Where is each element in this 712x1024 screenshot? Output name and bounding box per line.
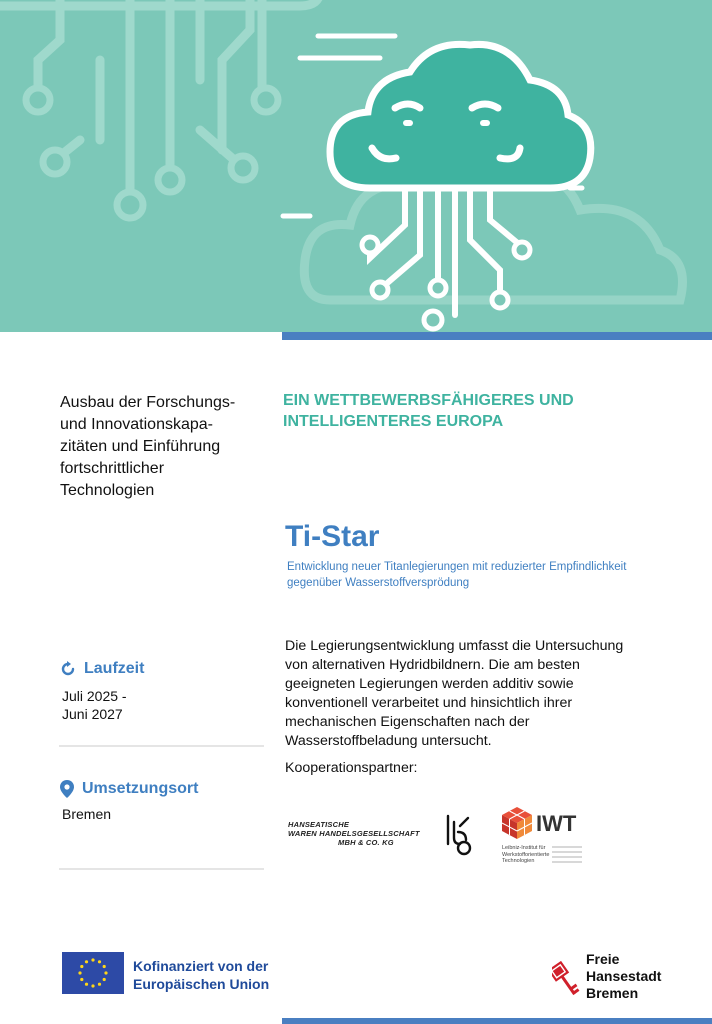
- location-value: Bremen: [62, 806, 112, 822]
- subtitle-line: gegenüber Wasserstoffversprödung: [287, 577, 470, 589]
- description-line: Wasserstoffbeladung untersucht.: [285, 733, 492, 749]
- duration-line: Juni 2027: [62, 706, 123, 722]
- iwt-bars-icon: [552, 845, 582, 865]
- location-pin-icon: [60, 780, 74, 798]
- location-heading: [60, 780, 198, 798]
- headline: [283, 390, 683, 432]
- iwt-name: IWT: [536, 811, 577, 836]
- refresh-icon: [60, 661, 76, 677]
- duration-value: [62, 687, 127, 723]
- cooperation-label: Kooperationspartner:: [285, 760, 418, 776]
- eu-line: Europäischen Union: [133, 976, 270, 992]
- description-line: mechanischen Eigenschaften nach der: [285, 714, 530, 730]
- duration-heading-text: Laufzeit: [84, 660, 145, 677]
- iwt-subtitle-line: Werkstofforientierte: [502, 851, 550, 858]
- hhg-line: HANSEATISCHE: [288, 820, 350, 829]
- hhg-line: WAREN HANDELSGESELLSCHAFT: [288, 829, 420, 838]
- location-heading-text: Umsetzungsort: [82, 780, 199, 797]
- description-line: konventionell verarbeitet und hinsichtlich ihrer: [285, 695, 573, 711]
- duration-heading: [60, 660, 144, 678]
- project-description: [285, 637, 675, 751]
- hhg-emblem-icon: [442, 812, 474, 858]
- hhg-line: MBH & CO. KG: [338, 838, 394, 847]
- iwt-subtitle-line: Technologien: [502, 858, 535, 864]
- bremen-line: Freie: [586, 951, 620, 967]
- eu-line: Kofinanziert von der: [133, 958, 269, 974]
- topic-line: und Innovationskapa-: [60, 416, 213, 433]
- divider: [59, 868, 264, 870]
- duration-line: Juli 2025 -: [62, 688, 127, 704]
- cloud-circuit-illustration: [0, 0, 712, 332]
- partner-hhg-logo: [288, 818, 478, 860]
- bremen-text: [586, 951, 661, 1002]
- eu-stars-icon: [62, 952, 124, 994]
- hero-illustration: [0, 0, 712, 332]
- iwt-subtitle: [502, 845, 549, 865]
- bremen-key-icon: [552, 960, 582, 1000]
- iwt-cube-icon: [500, 805, 534, 841]
- iwt-subtitle-line: Leibniz-Institut für: [502, 845, 546, 851]
- partner-iwt-logo: [500, 805, 590, 865]
- topic-line: fortschrittlicher: [60, 460, 165, 477]
- description-line: Die Legierungsentwicklung umfasst die Untersuchung: [285, 638, 624, 654]
- project-title: Ti-Star: [285, 520, 380, 553]
- project-subtitle: [287, 559, 687, 591]
- topic-text: [60, 392, 270, 502]
- topic-line: Ausbau der Forschungs-: [60, 394, 236, 411]
- topic-line: Technologien: [60, 482, 155, 499]
- subtitle-line: Entwicklung neuer Titanlegierungen mit reduzierter Empfindlichkeit: [287, 561, 627, 573]
- headline-line: INTELLIGENTERES EUROPA: [283, 413, 504, 430]
- bremen-line: Bremen: [586, 985, 639, 1001]
- eu-flag-icon: [62, 952, 124, 994]
- description-line: geeigneten Legierungen werden additiv sowie: [285, 676, 574, 692]
- divider: [59, 745, 264, 747]
- footer-accent-bar: [282, 1018, 712, 1024]
- description-line: von alternativen Hydridbildnern. Die am besten: [285, 657, 580, 673]
- bremen-line: Hansestadt: [586, 968, 662, 984]
- headline-line: EIN WETTBEWERBSFÄHIGERES UND: [283, 392, 574, 409]
- topic-line: zitäten und Einführung: [60, 438, 221, 455]
- hero-accent-bar: [282, 332, 712, 340]
- eu-cofunding-text: [133, 957, 269, 993]
